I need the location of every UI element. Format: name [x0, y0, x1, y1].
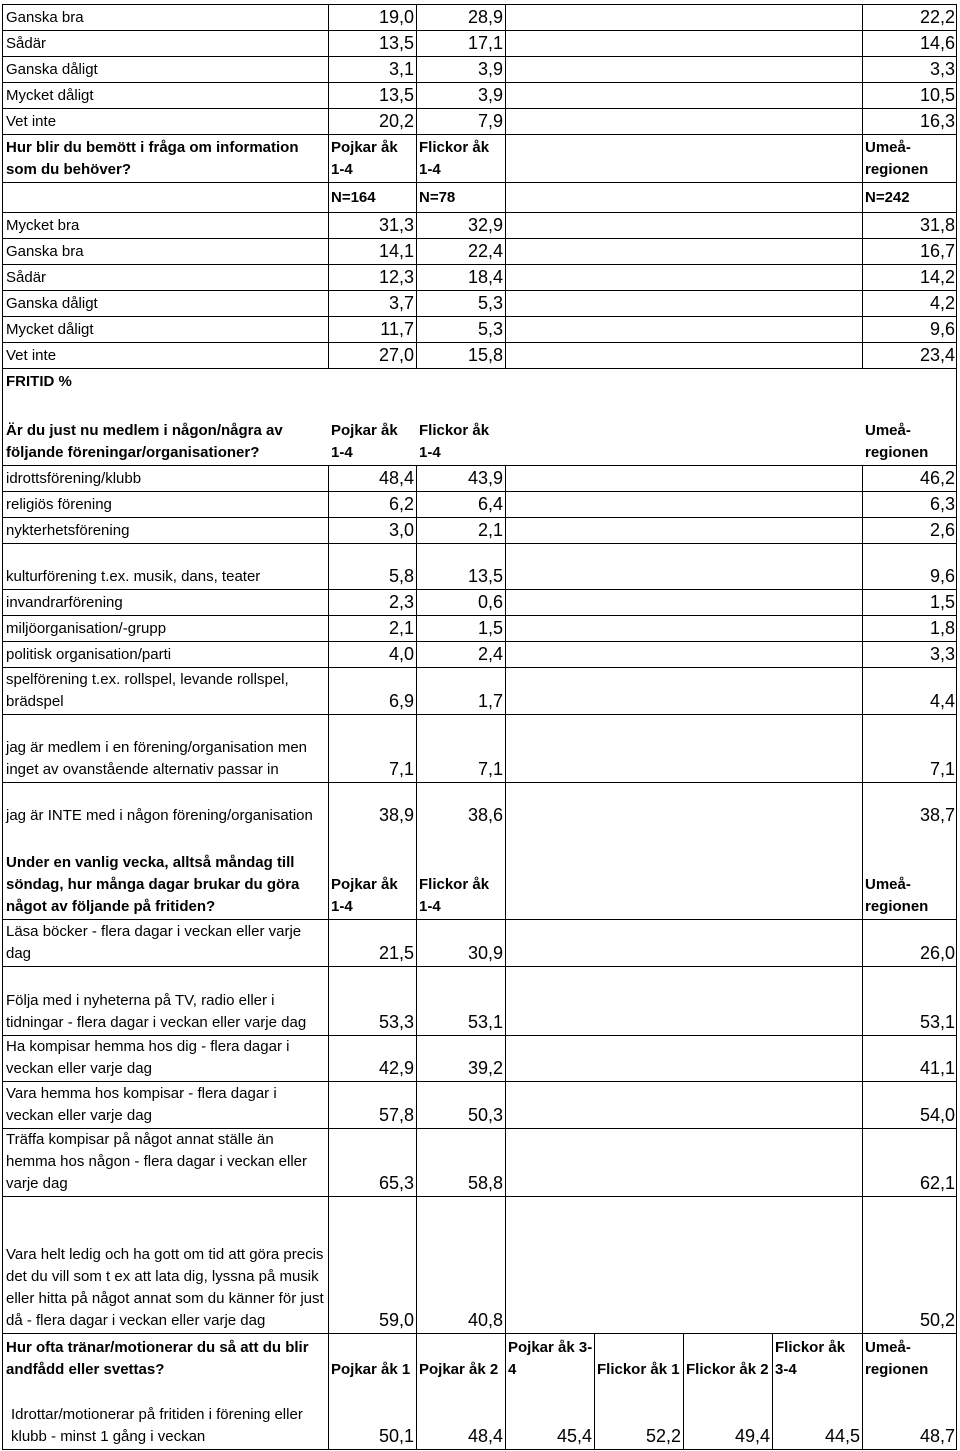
- table-row: [2, 714, 957, 782]
- value-boys: 13,5: [378, 85, 414, 105]
- row-label: nykterhetsförening: [6, 522, 130, 539]
- row-label: Idrottar/motionerar på fritiden i förening eller klubb - minst 1 gång i veckan: [11, 1406, 303, 1445]
- section-header-info: [2, 134, 957, 182]
- question-text: Är du just nu medlem i någon/några av följande föreningar/organisationer?: [6, 422, 283, 461]
- table-row: [2, 82, 957, 108]
- grid-line: [772, 1333, 773, 1450]
- header-girls-2: Flickor åk 2: [686, 1361, 769, 1378]
- value-boys: 2,3: [388, 592, 414, 612]
- grid-line: [328, 1333, 329, 1450]
- header-region: Umeå- regionen: [865, 139, 929, 178]
- table-row: [2, 1035, 957, 1081]
- value-boys: 48,4: [378, 468, 414, 488]
- value-region: 23,4: [919, 345, 955, 365]
- value-boys: 3,0: [388, 520, 414, 540]
- value-girls-1: 52,2: [645, 1426, 681, 1446]
- grid-line: [416, 1333, 417, 1450]
- header-girls: Flickor åk 1-4: [419, 139, 490, 178]
- value-region: 48,7: [919, 1426, 955, 1446]
- value-region: 3,3: [929, 644, 955, 664]
- value-region: 9,6: [929, 319, 955, 339]
- grid-line: [862, 1333, 863, 1450]
- header-girls-1: Flickor åk 1: [597, 1361, 680, 1378]
- value-region: 3,3: [929, 59, 955, 79]
- row-label: Sådär: [6, 269, 47, 286]
- value-boys: 3,1: [388, 59, 414, 79]
- grid-line: [416, 465, 417, 1333]
- row-label: spelförening t.ex. rollspel, levande rollspel, brädspel: [6, 671, 289, 710]
- value-boys: 3,7: [388, 293, 414, 313]
- row-label: Ganska bra: [6, 243, 84, 260]
- value-girls: 22,4: [467, 241, 503, 261]
- value-girls: 40,8: [467, 1310, 503, 1330]
- value-girls-2: 49,4: [734, 1426, 770, 1446]
- value-boys: 14,1: [378, 241, 414, 261]
- value-girls: 50,3: [467, 1105, 503, 1125]
- grid-line: [683, 1333, 684, 1450]
- table-row: [2, 1382, 957, 1450]
- table-row: [2, 1128, 957, 1196]
- value-region: 54,0: [919, 1105, 955, 1125]
- question-text: Hur blir du bemött i fråga om information som du behöver?: [6, 139, 299, 178]
- value-boys: 53,3: [378, 1012, 414, 1032]
- row-label: Sådär: [6, 35, 47, 52]
- statistics-table: [2, 4, 957, 1449]
- value-girls: 0,6: [477, 592, 503, 612]
- table-row: [2, 543, 957, 589]
- value-girls: 7,9: [477, 111, 503, 131]
- header-boys: Pojkar åk 1-4: [331, 422, 398, 461]
- row-label: Vara hemma hos kompisar - flera dagar i veckan eller varje dag: [6, 1085, 277, 1124]
- row-label: Ganska dåligt: [6, 61, 98, 78]
- header-girls-3-4: Flickor åk 3-4: [775, 1339, 846, 1378]
- value-boys: 11,7: [380, 319, 414, 339]
- value-region: 41,1: [919, 1058, 955, 1078]
- row-label: politisk organisation/parti: [6, 646, 172, 663]
- row-label: Ganska dåligt: [6, 295, 98, 312]
- grid-line: [505, 465, 506, 1333]
- value-region: 31,8: [919, 215, 955, 235]
- value-girls: 28,9: [467, 7, 503, 27]
- header-boys-3-4: Pojkar åk 3-4: [508, 1339, 593, 1378]
- value-boys: 21,5: [378, 943, 414, 963]
- table-row: [2, 517, 957, 543]
- value-girls: 3,9: [477, 59, 503, 79]
- n-girls: N=78: [419, 188, 456, 206]
- table-row: [2, 966, 957, 1035]
- value-girls: 43,9: [467, 468, 503, 488]
- value-boys: 31,3: [378, 215, 414, 235]
- table-row: [2, 342, 957, 368]
- row-label: religiös förening: [6, 496, 112, 513]
- row-label: Följa med i nyheterna på TV, radio eller i tidningar - flera dagar i veckan eller varje dag: [6, 992, 307, 1031]
- header-boys-1: Pojkar åk 1: [331, 1361, 411, 1378]
- section-header-membership: [2, 394, 957, 465]
- grid-line: [416, 4, 417, 368]
- table-row: [2, 1196, 957, 1333]
- value-boys: 59,0: [378, 1310, 414, 1330]
- value-region: 14,6: [919, 33, 955, 53]
- value-region: 4,2: [929, 293, 955, 313]
- value-region: 53,1: [919, 1012, 955, 1032]
- grid-line: [328, 465, 329, 1333]
- value-boys: 5,8: [388, 566, 414, 586]
- value-girls-3-4: 44,5: [824, 1426, 860, 1446]
- value-boys: 12,3: [378, 267, 414, 287]
- row-label: jag är INTE med i någon förening/organisation: [6, 807, 313, 824]
- value-region: 46,2: [919, 468, 955, 488]
- value-girls: 32,9: [467, 215, 503, 235]
- value-region: 38,7: [919, 805, 955, 825]
- n-region: N=242: [865, 188, 910, 206]
- grid-line: [594, 1333, 595, 1450]
- value-girls: 2,4: [477, 644, 503, 664]
- value-boys: 57,8: [378, 1105, 414, 1125]
- value-boys: 6,9: [388, 691, 414, 711]
- section-title-fritid: [2, 368, 957, 394]
- table-row: [2, 1081, 957, 1128]
- value-boys: 38,9: [378, 805, 414, 825]
- table-row: [2, 465, 957, 491]
- value-region: 7,1: [929, 759, 955, 779]
- value-girls: 6,4: [477, 494, 503, 514]
- value-boys: 27,0: [378, 345, 414, 365]
- grid-line: [328, 4, 329, 368]
- value-boys: 7,1: [388, 759, 414, 779]
- n-boys: N=164: [331, 188, 376, 206]
- value-girls: 5,3: [477, 293, 503, 313]
- grid-line: [862, 4, 863, 368]
- value-region: 14,2: [919, 267, 955, 287]
- sample-size-row: [2, 182, 957, 212]
- row-label: Vet inte: [6, 113, 57, 130]
- value-girls: 15,8: [467, 345, 503, 365]
- table-row: [2, 589, 957, 615]
- grid-line: [505, 4, 506, 368]
- table-row: [2, 30, 957, 56]
- value-boys: 6,2: [388, 494, 414, 514]
- row-label: miljöorganisation/-grupp: [6, 620, 167, 637]
- value-girls: 13,5: [467, 566, 503, 586]
- header-region: Umeå- regionen: [865, 876, 929, 915]
- question-text: Under en vanlig vecka, alltså måndag till söndag, hur många dagar brukar du göra något av följande på fritiden?: [6, 854, 300, 915]
- value-boys: 19,0: [378, 7, 414, 27]
- value-region: 2,6: [929, 520, 955, 540]
- section-title: FRITID %: [6, 373, 72, 390]
- table-row: [2, 316, 957, 342]
- row-label: Vara helt ledig och ha gott om tid att göra precis det du vill som t ex att lata dig, lyssna på musik eller hitta på något annat som du känner för just då - flera dagar i veckan eller varje dag: [6, 1246, 324, 1329]
- value-girls: 30,9: [467, 943, 503, 963]
- table-row: [2, 615, 957, 641]
- grid-line: [862, 465, 863, 1333]
- row-label: Mycket dåligt: [6, 87, 94, 104]
- question-text: Hur ofta tränar/motionerar du så att du blir andfådd eller svettas?: [6, 1339, 309, 1378]
- value-girls: 5,3: [477, 319, 503, 339]
- value-boys-1: 50,1: [378, 1426, 414, 1446]
- header-girls: Flickor åk 1-4: [419, 422, 490, 461]
- row-label: Ha kompisar hemma hos dig - flera dagar i veckan eller varje dag: [6, 1038, 290, 1077]
- value-region: 50,2: [919, 1310, 955, 1330]
- value-boys-3-4: 45,4: [556, 1426, 592, 1446]
- table-row: [2, 238, 957, 264]
- table-row: [2, 56, 957, 82]
- header-girls: Flickor åk 1-4: [419, 876, 490, 915]
- table-row: [2, 264, 957, 290]
- value-region: 9,6: [929, 566, 955, 586]
- table-row: [2, 919, 957, 966]
- row-label: invandrarförening: [6, 594, 123, 611]
- value-boys: 13,5: [378, 33, 414, 53]
- value-girls: 53,1: [467, 1012, 503, 1032]
- value-girls: 38,6: [467, 805, 503, 825]
- value-region: 26,0: [919, 943, 955, 963]
- row-label: Läsa böcker - flera dagar i veckan eller varje dag: [6, 923, 302, 962]
- value-girls: 1,7: [477, 691, 503, 711]
- row-label: idrottsförening/klubb: [6, 470, 142, 487]
- value-boys: 2,1: [388, 618, 414, 638]
- grid-line: [505, 1333, 506, 1450]
- value-boys: 20,2: [378, 111, 414, 131]
- value-girls: 2,1: [477, 520, 503, 540]
- row-label: Vet inte: [6, 347, 57, 364]
- header-boys: Pojkar åk 1-4: [331, 876, 398, 915]
- row-label: Mycket bra: [6, 217, 80, 234]
- value-boys: 4,0: [388, 644, 414, 664]
- row-label: jag är medlem i en förening/organisation men inget av ovanstående alternativ passar in: [6, 739, 308, 778]
- value-girls: 7,1: [477, 759, 503, 779]
- value-girls: 1,5: [477, 618, 503, 638]
- value-boys: 65,3: [378, 1173, 414, 1193]
- value-girls: 18,4: [467, 267, 503, 287]
- table-row: [2, 108, 957, 134]
- table-row: [2, 641, 957, 667]
- value-boys: 42,9: [378, 1058, 414, 1078]
- table-row: [2, 290, 957, 316]
- row-label: Mycket dåligt: [6, 321, 94, 338]
- value-boys-2: 48,4: [467, 1426, 503, 1446]
- value-region: 4,4: [929, 691, 955, 711]
- header-boys: Pojkar åk 1-4: [331, 139, 398, 178]
- value-region: 1,8: [929, 618, 955, 638]
- table-row: [2, 782, 957, 828]
- row-label: Träffa kompisar på något annat ställe än hemma hos någon - flera dagar i veckan eller varje dag: [6, 1131, 307, 1192]
- table-row: [2, 212, 957, 238]
- value-region: 1,5: [929, 592, 955, 612]
- value-girls: 3,9: [477, 85, 503, 105]
- section-header-weekly: [2, 828, 957, 919]
- header-boys-2: Pojkar åk 2: [419, 1361, 499, 1378]
- header-region: Umeå- regionen: [865, 422, 929, 461]
- row-label: Ganska bra: [6, 9, 84, 26]
- table-row: [2, 4, 957, 30]
- value-region: 16,7: [919, 241, 955, 261]
- table-row: [2, 491, 957, 517]
- row-label: kulturförening t.ex. musik, dans, teater: [6, 568, 261, 585]
- value-region: 22,2: [919, 7, 955, 27]
- table-row: [2, 667, 957, 714]
- value-girls: 39,2: [467, 1058, 503, 1078]
- value-girls: 58,8: [467, 1173, 503, 1193]
- value-region: 6,3: [929, 494, 955, 514]
- value-region: 10,5: [919, 85, 955, 105]
- header-region: Umeå- regionen: [865, 1339, 929, 1378]
- value-region: 62,1: [919, 1173, 955, 1193]
- section-header-exercise: [2, 1333, 957, 1382]
- value-girls: 17,1: [467, 33, 503, 53]
- value-region: 16,3: [919, 111, 955, 131]
